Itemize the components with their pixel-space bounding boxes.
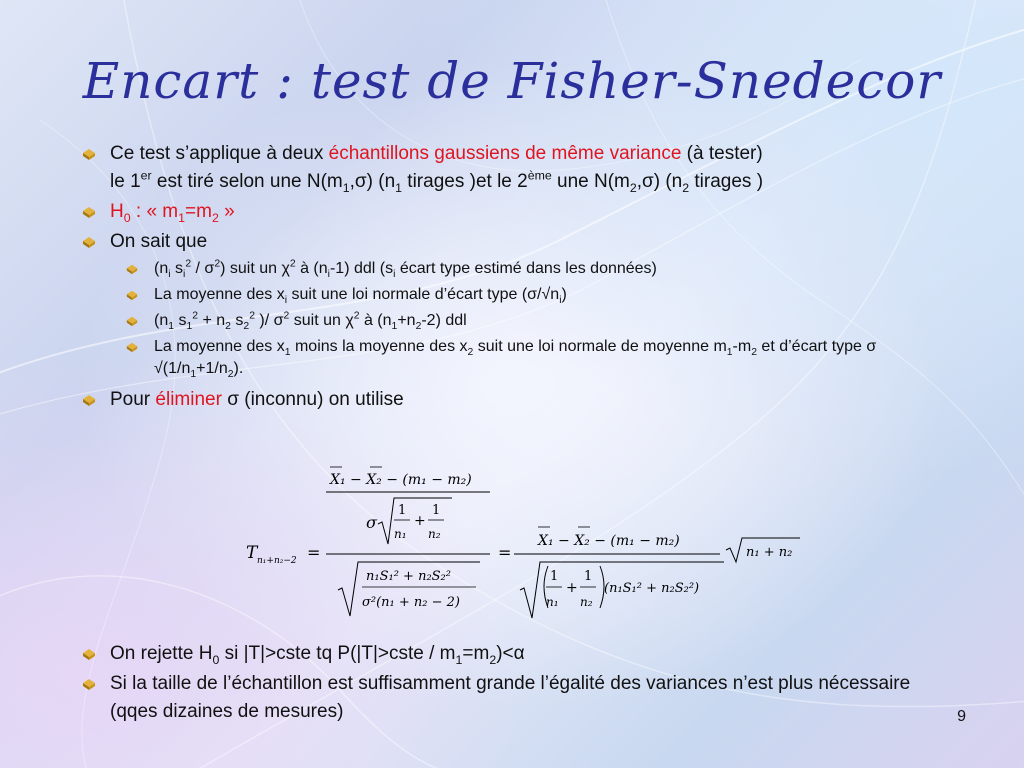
subscript: 1 xyxy=(178,210,185,225)
bullet-text: On rejette H xyxy=(110,643,213,664)
subscript: i xyxy=(559,295,562,307)
bullet-text: suit une loi normale d’écart type (σ/√n xyxy=(287,286,560,303)
bullet-marker-icon xyxy=(82,235,96,249)
superscript: 2 xyxy=(214,258,221,270)
bullet-marker-icon xyxy=(126,289,138,301)
subscript: 1 xyxy=(186,321,193,333)
formula-T-subscript: n₁+n₂−2 xyxy=(257,556,297,566)
bullet-item xyxy=(82,670,962,726)
bullet-text: à (n xyxy=(295,260,328,277)
formula-n1: n₁ xyxy=(394,527,407,541)
superscript: ème xyxy=(527,168,552,183)
subscript: 2 xyxy=(211,210,219,225)
subscript: 2 xyxy=(415,321,422,333)
formula-n1: n₁ xyxy=(546,595,559,609)
sub-bullet-item xyxy=(82,310,962,332)
subscript: 1 xyxy=(395,180,403,195)
bullet-text: suit un χ xyxy=(289,312,354,329)
bullet-text: + n xyxy=(198,312,226,329)
bullet-item xyxy=(82,228,962,256)
sub-bullet-item xyxy=(82,336,962,380)
bullet-text: / σ xyxy=(191,260,215,277)
superscript: 2 xyxy=(353,310,360,322)
formula-inner-denominator: σ²(n₁ + n₂ − 2) xyxy=(362,595,460,610)
formula-sqrt-n: n₁ + n₂ xyxy=(746,545,793,560)
subscript: 2 xyxy=(629,180,637,195)
formula-n2: n₂ xyxy=(580,595,593,609)
bullet-text: et d’écart type σ √(1/n xyxy=(154,338,877,377)
slide-title: Encart : test de Fisher-Snedecor xyxy=(82,52,942,110)
bullet-text: =m xyxy=(462,643,490,664)
subscript: 2 xyxy=(467,347,474,359)
bullet-text: )/ σ xyxy=(254,312,284,329)
sub-bullet-item xyxy=(82,258,962,280)
bullet-list xyxy=(82,140,962,416)
bullet-continuation xyxy=(82,168,962,196)
superscript: 2 xyxy=(289,258,296,270)
bullet-text: s xyxy=(174,312,187,329)
bullet-text: Ce test s’applique à deux xyxy=(110,143,329,164)
bullet-item xyxy=(82,140,962,168)
bullet-text: +n xyxy=(397,312,416,329)
bullet-text: H xyxy=(110,201,124,222)
bullet-text: moins la moyenne des x xyxy=(290,338,468,355)
subscript: 0 xyxy=(123,210,131,225)
subscript: 1 xyxy=(342,180,350,195)
bullet-text: écart type estimé dans les données) xyxy=(395,260,657,277)
subscript: i xyxy=(284,295,288,307)
bullet-text: : « m xyxy=(130,201,179,222)
bullet-text: La moyenne des x xyxy=(154,338,285,355)
bullet-text: σ (inconnu) on utilise xyxy=(221,389,404,410)
superscript: 2 xyxy=(283,310,290,322)
bullet-text: On sait que xyxy=(110,231,208,252)
formula-one: 1 xyxy=(398,503,407,518)
formula-n2: n₂ xyxy=(428,527,441,541)
subscript: 2 xyxy=(225,321,231,333)
sub-bullet-item xyxy=(82,284,962,306)
bullet-marker-icon xyxy=(82,393,96,407)
subscript: 1 xyxy=(168,321,175,333)
bullet-text: Pour xyxy=(110,389,156,410)
subscript: 1 xyxy=(726,347,733,359)
bullet-text: )<α xyxy=(496,643,525,664)
bullet-text: ,σ) (n xyxy=(349,171,396,192)
subscript: i xyxy=(327,269,330,281)
subscript: 1 xyxy=(190,369,197,381)
formula-one: 1 xyxy=(550,569,559,584)
bullet-text: s xyxy=(170,260,183,277)
highlighted-text: échantillons gaussiens de même variance xyxy=(328,143,682,164)
subscript: 0 xyxy=(212,652,220,667)
subscript: 1 xyxy=(455,652,463,667)
page-number: 9 xyxy=(957,708,966,725)
formula-right-numerator: X₁ − X₂ − (m₁ − m₂) xyxy=(538,533,680,549)
bullet-text: ) suit un χ xyxy=(220,260,290,277)
formula-numerator: X₁ − X₂ − (m₁ − m₂) xyxy=(330,472,472,488)
bullet-text: à (n xyxy=(359,312,392,329)
bullet-list-bottom xyxy=(82,640,962,728)
bullet-marker-icon xyxy=(82,677,96,691)
bullet-text: (à tester) xyxy=(681,143,763,164)
bullet-text: -m xyxy=(732,338,752,355)
bullet-text: tirages ) xyxy=(689,171,764,192)
superscript: er xyxy=(140,168,152,183)
bullet-text: La moyenne des x xyxy=(154,286,285,303)
bullet-marker-icon xyxy=(82,647,96,661)
bullet-text: suit une loi normale de moyenne m xyxy=(473,338,727,355)
subscript: i xyxy=(168,269,171,281)
bullet-marker-icon xyxy=(82,147,96,161)
highlighted-text: éliminer xyxy=(155,389,222,410)
subscript: 2 xyxy=(243,321,250,333)
subscript: 2 xyxy=(682,180,690,195)
fisher-formula xyxy=(244,462,804,622)
bullet-text: ) xyxy=(561,286,567,303)
bullet-text: ). xyxy=(233,360,244,377)
subscript: 2 xyxy=(489,652,497,667)
bullet-text: si |T|>cste tq P(|T|>cste / m xyxy=(219,643,456,664)
bullet-text: (n xyxy=(154,312,169,329)
formula-one: 1 xyxy=(432,503,441,518)
bullet-text: tirages )et le 2 xyxy=(402,171,528,192)
bullet-text: =m xyxy=(185,201,212,222)
bullet-marker-icon xyxy=(126,263,138,275)
bullet-text: le 1 xyxy=(110,171,141,192)
bullet-marker-icon xyxy=(126,341,138,353)
formula-one: 1 xyxy=(584,569,593,584)
superscript: 2 xyxy=(192,310,199,322)
formula-plus: + xyxy=(414,513,426,529)
subscript: 1 xyxy=(284,347,291,359)
bullet-item-hypothesis xyxy=(82,198,962,226)
superscript: 2 xyxy=(185,258,192,270)
bullet-text: s xyxy=(230,312,244,329)
formula-sigma: σ xyxy=(366,513,377,532)
bullet-text: est tiré selon une N(m xyxy=(151,171,343,192)
bullet-item xyxy=(82,640,962,668)
bullet-text: Si la taille de l’échantillon est suffisamment grande l’égalité des variances n’est plus nécessaire (qqes dizaines de mesures) xyxy=(110,673,911,722)
superscript: 2 xyxy=(249,310,255,322)
subscript: i xyxy=(183,269,186,281)
subscript: 1 xyxy=(391,321,398,333)
bullet-text: -2) ddl xyxy=(421,312,467,329)
formula-plus: + xyxy=(566,580,578,596)
subscript: 2 xyxy=(751,347,757,359)
bullet-text: une N(m xyxy=(551,171,630,192)
bullet-marker-icon xyxy=(126,315,138,327)
subscript: 2 xyxy=(227,369,234,381)
bullet-text: » xyxy=(218,201,235,222)
bullet-item xyxy=(82,386,962,414)
formula-inner-numerator: n₁S₁² + n₂S₂² xyxy=(366,569,451,584)
bullet-text: +1/n xyxy=(196,360,228,377)
formula-equals: = xyxy=(307,543,321,562)
formula-right-paren-term: (n₁S₁² + n₂S₂²) xyxy=(604,581,700,596)
formula-T: T xyxy=(246,543,258,563)
subscript: i xyxy=(393,269,396,281)
formula-equals: = xyxy=(498,543,512,562)
bullet-text: ,σ) (n xyxy=(636,171,683,192)
bullet-text: -1) ddl (s xyxy=(329,260,394,277)
bullet-text: (n xyxy=(154,260,169,277)
bullet-marker-icon xyxy=(82,205,96,219)
